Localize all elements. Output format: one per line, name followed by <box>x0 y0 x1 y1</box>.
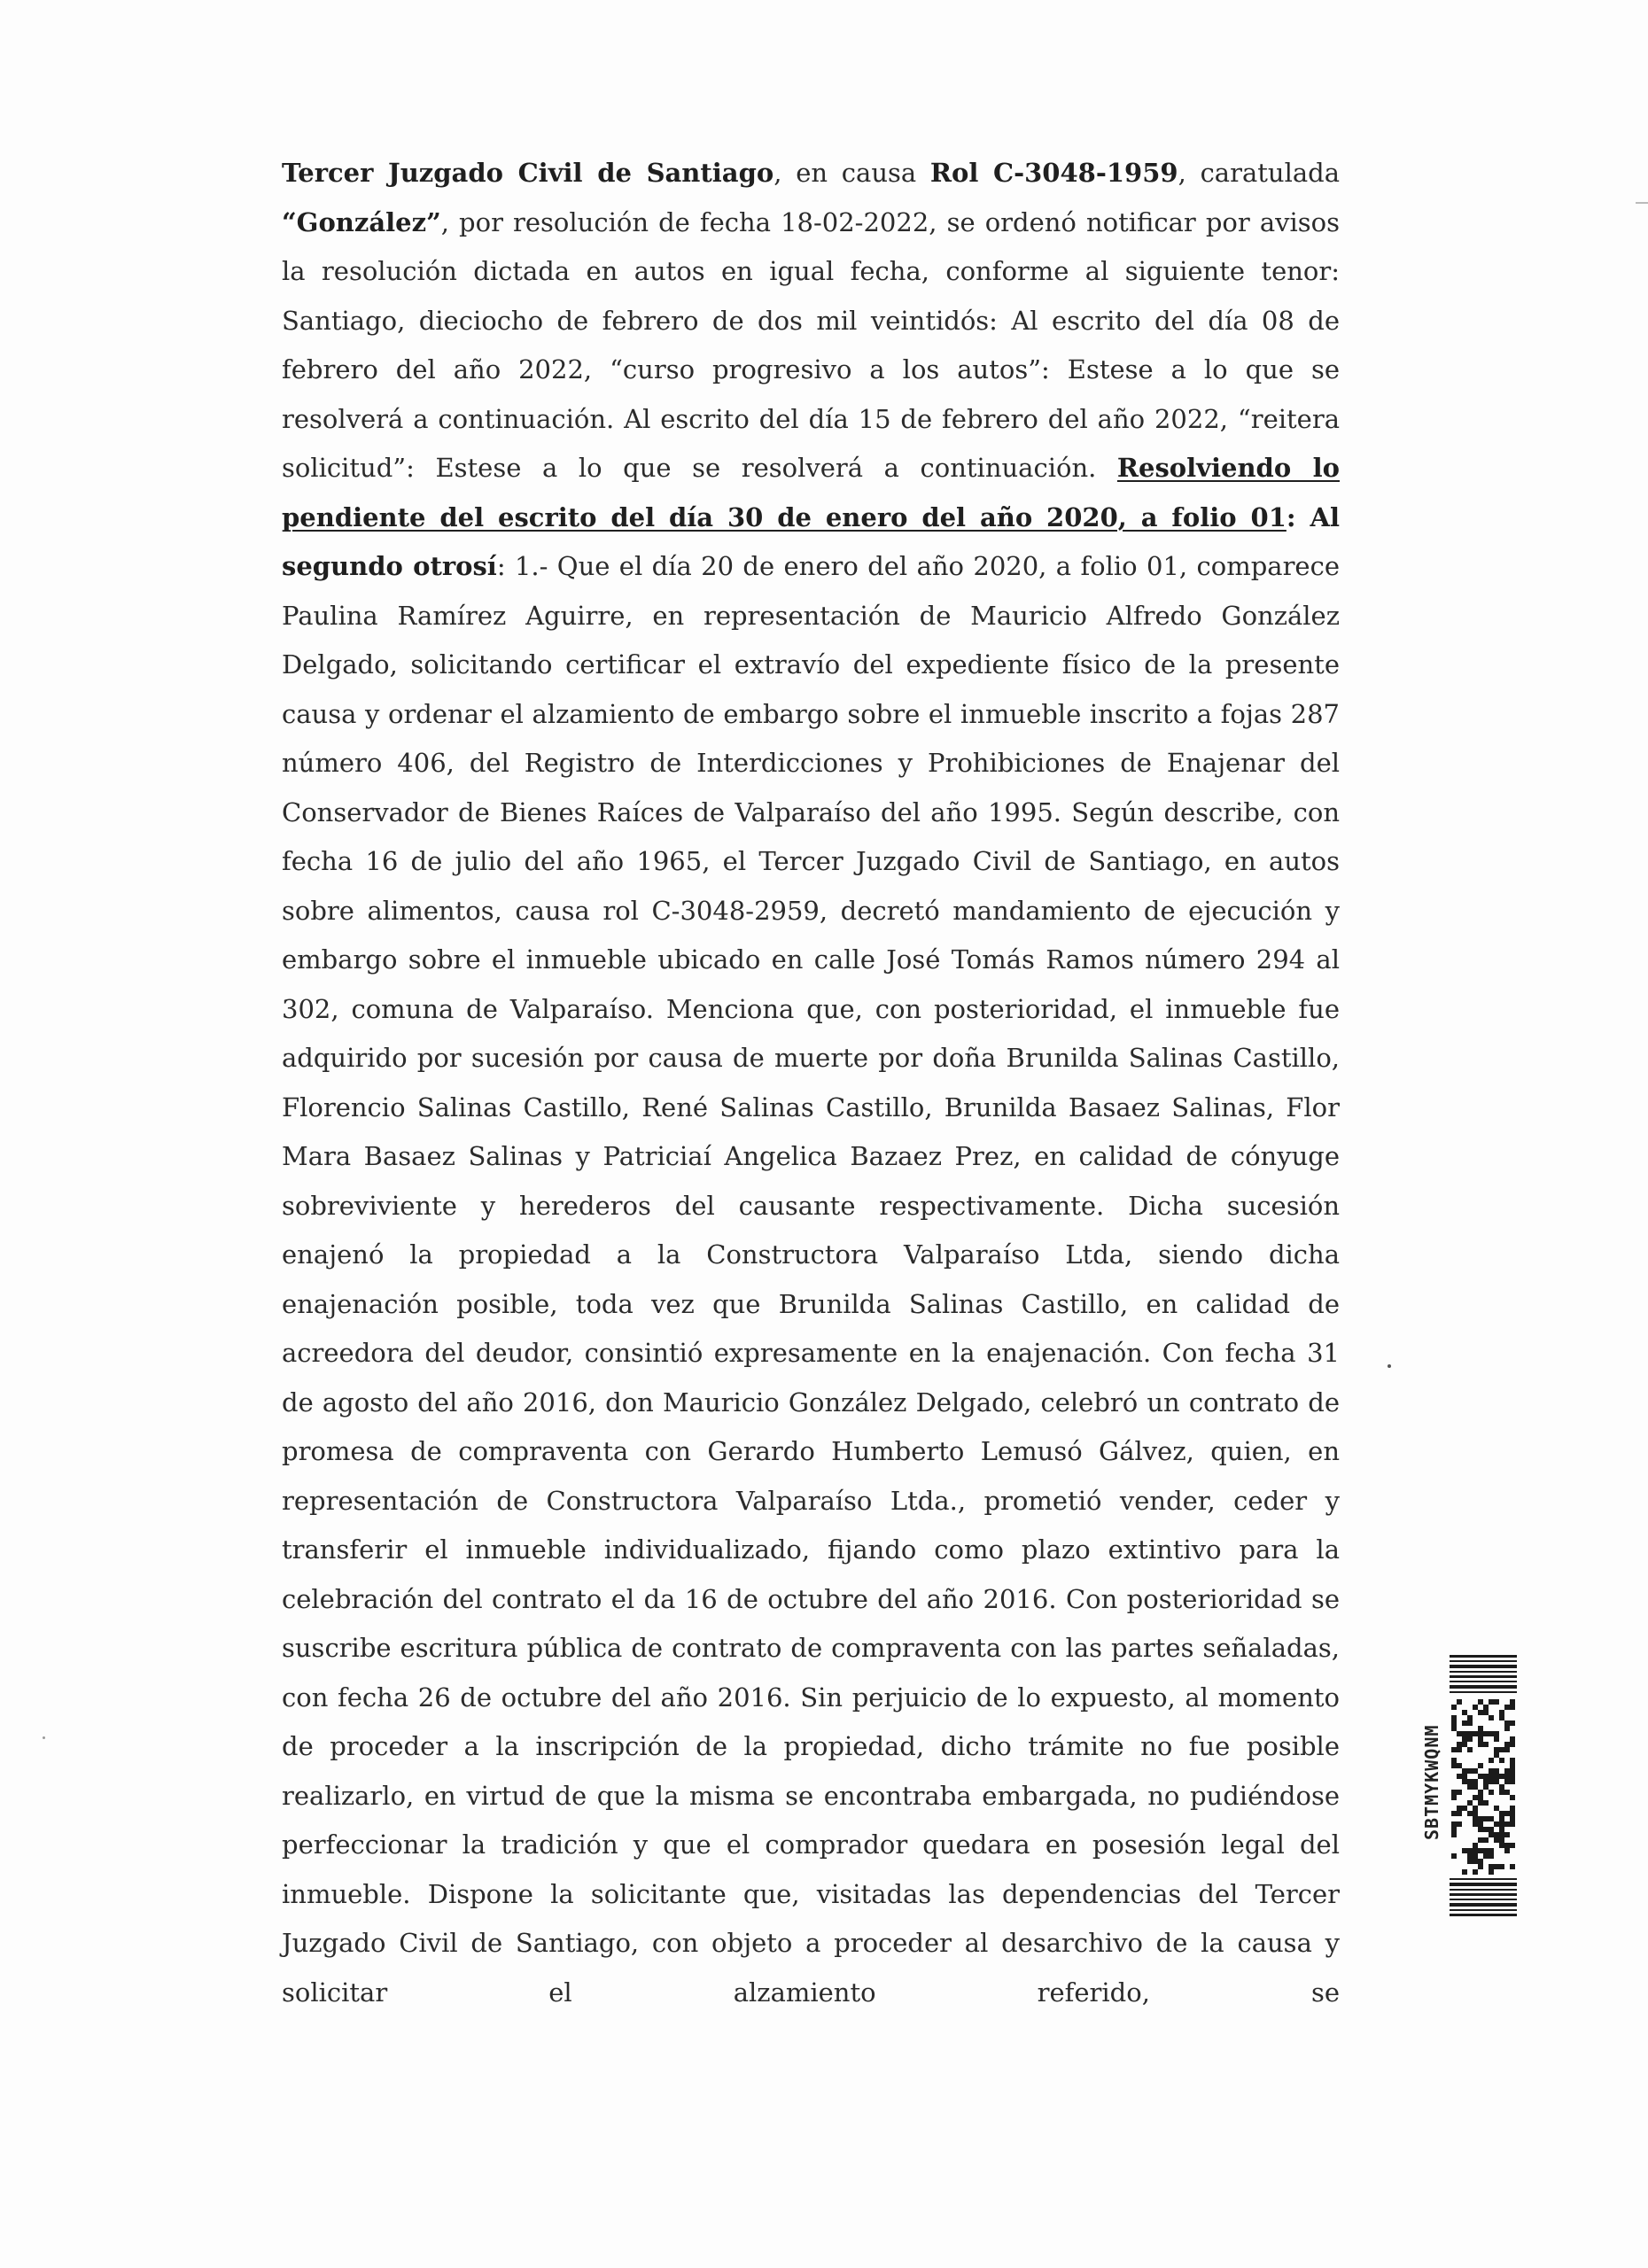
case-title: “González” <box>282 206 441 237</box>
barcode-stamp <box>1450 1655 1517 1917</box>
text-segment: , caratulada <box>1178 158 1340 188</box>
scan-speck <box>43 1736 45 1739</box>
court-name: Tercer Juzgado Civil de Santiago <box>282 158 774 188</box>
text-segment: , por resolución de fecha 18-02-2022, se ordenó notificar por avisos la resolución dictada en autos en igual fecha, conforme al siguiente tenor: Santiago, dieciocho de febrero de dos mil veintidós: Al escrito del día 08 de febrero del año 2022, “curso progresivo a los autos”: Estese a lo que se resolverá a continuación. Al escrito del día 15 de febrero del año 2022, “reitera solicitud”: Estese a lo que se resolverá a continuación. <box>282 206 1340 483</box>
case-number: Rol C-3048-1959 <box>929 158 1178 188</box>
edge-mark <box>1636 202 1648 211</box>
text-segment: , en causa <box>773 158 930 188</box>
text-segment: : 1.- Que el día 20 de enero del año 2020, a folio 01, comparece Paulina Ramírez Aguirre, en representación de Mauricio Alfredo González Delgado, solicitando certificar el extravío del expediente físico de la presente causa y ordenar el alzamiento de embargo sobre el inmueble inscrito a fojas 287 número 406, del Registro de Interdicciones y Prohibiciones de Enajenar del Conservador de Bienes Raíces de Valparaíso del año 1995. Según describe, con fecha 16 de julio del año 1965, el Tercer Juzgado Civil de Santiago, en autos sobre alimentos, causa rol C-3048-2959, decretó mandamiento de ejecución y embargo sobre el inmueble ubicado en calle José Tomás Ramos número 294 al 302, comuna de Valparaíso. Menciona que, con posterioridad, el inmueble fue adquirido por sucesión por causa de muerte por doña Brunilda Salinas Castillo, Florencio Salinas Castillo, René Salinas Castillo, Brunilda Basaez Salinas, Flor Mara Basaez Salinas y Patriciaí Angelica Bazaez Prez, en calidad de cónyuge sobreviviente y herederos del causante respectivamente. Dicha sucesión enajenó la propiedad a la Constructora Valparaíso Ltda, siendo dicha enajenación posible, toda vez que Brunilda Salinas Castillo, en calidad de acreedora del deudor, consintió expresamente en la enajenación. Con fecha 31 de agosto del año 2016, don Mauricio González Delgado, celebró un contrato de promesa de compraventa con Gerardo Humberto Lemusó Gálvez, quien, en representación de Constructora Valparaíso Ltda., prometió vender, ceder y transferir el inmueble individualizado, fijando como plazo extintivo para la celebración del contrato el da 16 de octubre del año 2016. Con posterioridad se suscribe escritura pública de contrato de compraventa con las partes señaladas, con fecha 26 de octubre del año 2016. Sin perjuicio de lo expuesto, al momento de proceder a la inscripción de la propiedad, dicho trámite no fue posible realizarlo, en virtud de que la misma se encontraba embargada, no pudiéndose perfeccionar la tradición y que el comprador quedara en posesión legal del inmueble. Dispone la solicitante que, visitadas las dependencias del Tercer Juzgado Civil de Santiago, con objeto a proceder al desarchivo de la causa y solicitar el alzamiento referido, se <box>282 551 1340 2008</box>
verification-code: SBTMYKWQNM <box>1421 1724 1442 1841</box>
second-otrosi-heading: : Al segundo otrosí <box>282 501 1340 581</box>
scan-speck <box>1388 1364 1391 1368</box>
document-body <box>282 149 1340 2017</box>
pending-resolution-heading: Resolviendo lo pendiente del escrito del día 30 de enero del año 2020, a folio 01 <box>282 453 1340 532</box>
